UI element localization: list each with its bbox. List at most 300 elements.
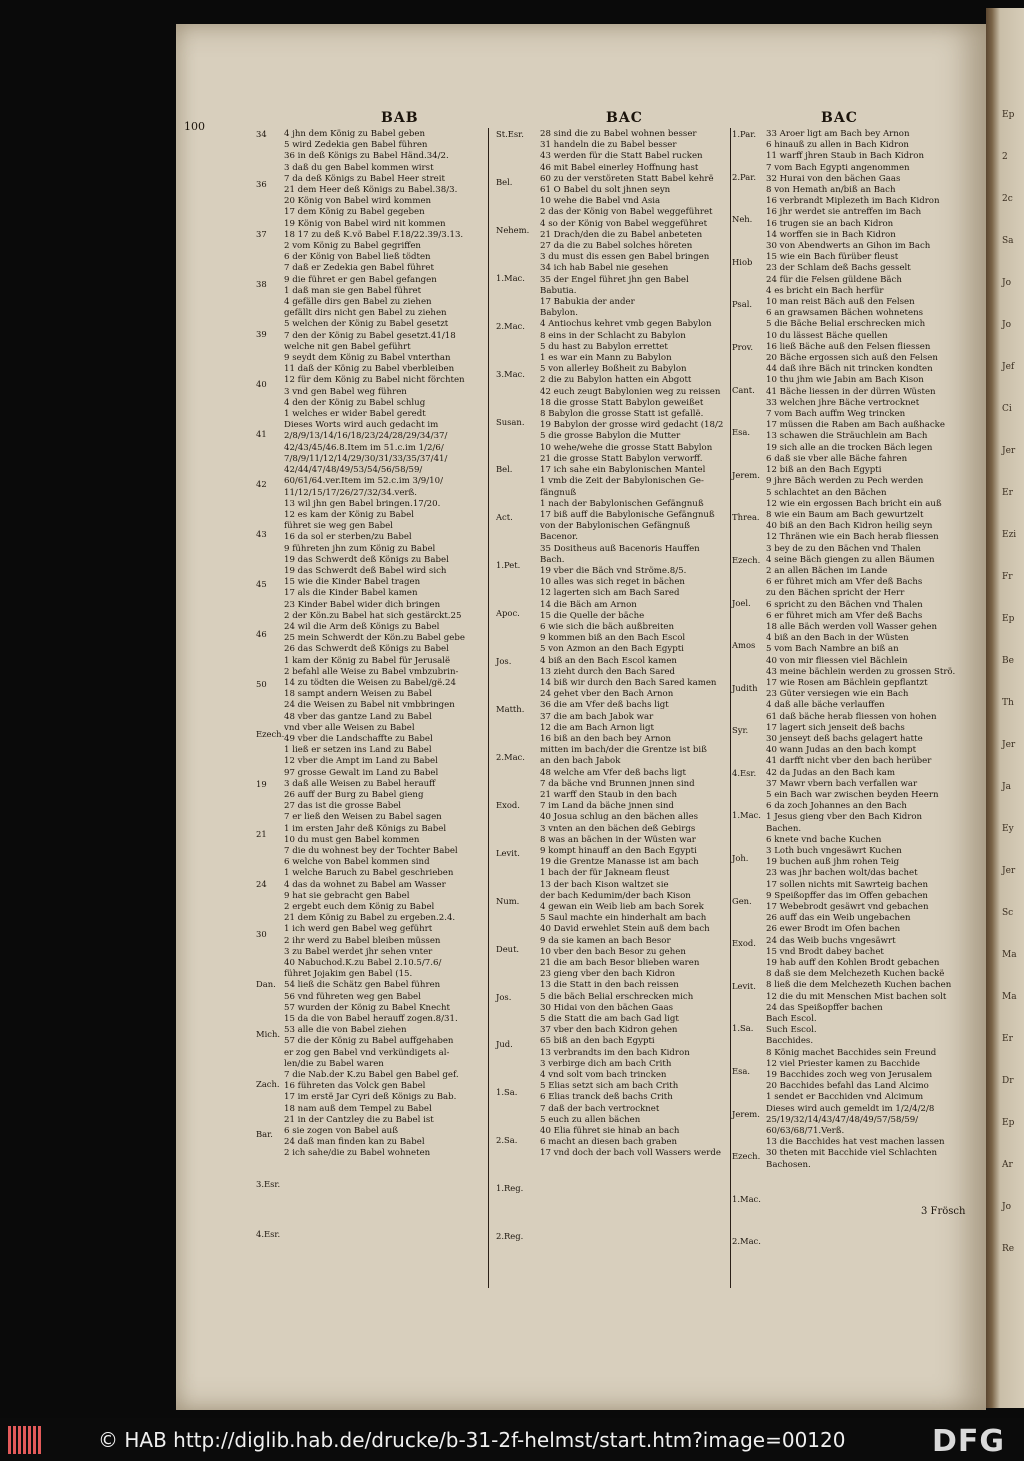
index-entry: 34 ich hab Babel nie gesehen <box>540 263 669 274</box>
book-reference-label: Gen. <box>732 896 752 906</box>
book-reference-label: 38 <box>256 279 267 289</box>
adjacent-page-fragment: Ep <box>1002 110 1015 120</box>
index-entry: 40 von mir fliessen viel Bächlein <box>766 655 908 666</box>
index-entry: 49 vber die Landschaffte zu Babel <box>284 733 433 744</box>
book-reference-label: 19 <box>256 779 267 789</box>
book-reference-label: Mich. <box>256 1029 281 1039</box>
adjacent-page-fragment: Er <box>1002 488 1013 498</box>
index-entry: 5 ein Bach war zwischen beyden Heern <box>766 789 939 800</box>
index-entry: 60/63/68/71.Verß. <box>766 1126 845 1137</box>
index-entry: vnd vber alle Weisen zu Babel <box>284 722 415 733</box>
index-entry: 8 von Hemath an/biß an Bach <box>766 185 896 196</box>
index-entry: 12 für dem König zu Babel nicht förchten <box>284 375 465 386</box>
index-entry: 4 biß an den Bach in der Wüsten <box>766 633 909 644</box>
adjacent-page-fragment: Ey <box>1002 824 1014 834</box>
index-entry: 21 warff den Staub in den bach <box>540 789 678 800</box>
index-entry: 4 so der König von Babel weggeführet <box>540 218 708 229</box>
index-entry: 57 wurden der König zu Babel Knecht <box>284 1002 450 1013</box>
index-entry: 21 die grosse Statt Babylon verworff. <box>540 453 703 464</box>
index-entry: 10 alles was sich reget in bächen <box>540 577 685 588</box>
index-entry: 2 das der König von Babel weggeführet <box>540 207 713 218</box>
adjacent-page-fragment: 2c <box>1002 194 1013 204</box>
index-entry: 40 Josua schlug an den bächen alles <box>540 812 699 823</box>
adjacent-page-fragment: Ja <box>1002 782 1011 792</box>
adjacent-page-fragment: Er <box>1002 1034 1013 1044</box>
index-entry: 32 Hurai von den bächen Gaas <box>766 173 901 184</box>
index-entry: 26 auff das ein Weib ungebachen <box>766 913 911 924</box>
index-entry: 17 biß auff die Babylonische Gefängnuß <box>540 509 715 520</box>
index-entry: 6 knete vnd bache Kuchen <box>766 834 882 845</box>
index-entry: 8 eins in der Schlacht zu Babylon <box>540 330 686 341</box>
index-entry: 3 verbirge dich am bach Crith <box>540 1058 672 1069</box>
book-reference-label: 1.Mac. <box>732 810 761 820</box>
index-entry: 40 wann Judas an den bach kompt <box>766 745 917 756</box>
book-reference-label: Apoc. <box>496 608 520 618</box>
index-entry: 10 thu jhm wie Jabin am Bach Kison <box>766 375 924 386</box>
index-entry: Bacchides. <box>766 1036 814 1047</box>
index-entry: 5 welchen der König zu Babel gesetzt <box>284 319 449 330</box>
index-entry: Babutia. <box>540 285 577 296</box>
book-reference-label: Dan. <box>256 979 276 989</box>
index-entry: 46 mit Babel einerley Hoffnung hast <box>540 162 699 173</box>
index-entry: 5 von allerley Boßheit zu Babylon <box>540 364 687 375</box>
index-entry: 48 welche am Vfer deß bachs ligt <box>540 767 686 778</box>
index-entry: 11 daß der König zu Babel vberbleiben <box>284 364 455 375</box>
index-entry: 42/43/45/46.8.Item im 51.c.im 1/2/6/ <box>284 442 444 453</box>
index-entry: 36 in deß Königs zu Babel Händ.34/2. <box>284 151 449 162</box>
index-entry: 30 von Abendwerts an Gihon im Bach <box>766 241 931 252</box>
index-entry: 19 Bacchides zoch weg von Jerusalem <box>766 1070 933 1081</box>
index-entry: 6 Elias tranck deß bachs Crith <box>540 1092 673 1103</box>
book-reference-label: 40 <box>256 379 267 389</box>
index-entry: 48 vber das gantze Land zu Babel <box>284 711 432 722</box>
index-entry: 33 welchen jhre Bäche vertrocknet <box>766 397 920 408</box>
column-rule <box>488 128 489 1288</box>
index-entry: 4 seine Bäch giengen zu allen Bäumen <box>766 554 935 565</box>
book-reference-label: 1.Par. <box>732 129 756 139</box>
index-entry: 6 er führet mich am Vfer deß Bachs <box>766 577 923 588</box>
index-entry: 6 macht an diesen bach graben <box>540 1137 678 1148</box>
adjacent-page-fragment: Sc <box>1002 908 1014 918</box>
index-entry: 37 die am bach Jabok war <box>540 711 654 722</box>
index-entry: 5 wird Zedekia gen Babel führen <box>284 140 428 151</box>
index-entry: 11 warff jhren Staub in Bach Kidron <box>766 151 925 162</box>
book-reference-label: Bel. <box>496 464 513 474</box>
book-reference-label: 45 <box>256 579 267 589</box>
book-labels-middle <box>496 129 536 1289</box>
index-entry: 4 vnd solt vom bach trincken <box>540 1070 667 1081</box>
adjacent-page-fragment: Ci <box>1002 404 1012 414</box>
index-entry: 3 vnten an den bächen deß Gebirgs <box>540 823 696 834</box>
adjacent-page-fragment: Ep <box>1002 1118 1015 1128</box>
index-entry: führet sie weg gen Babel <box>284 521 393 532</box>
index-entry: 2 ich sahe/die zu Babel wohneten <box>284 1148 431 1159</box>
index-entry: 6 spricht zu den Bächen vnd Thalen <box>766 599 923 610</box>
index-entry: Bachen. <box>766 823 802 834</box>
index-entry: 24 gehet vber den Bach Arnon <box>540 689 674 700</box>
index-entry: 16 jhr werdet sie antreffen im Bach <box>766 207 922 218</box>
index-column-2 <box>540 129 726 1289</box>
index-entry: 10 du lässest Bäche quellen <box>766 330 888 341</box>
index-entry: 9 führeten jhn zum König zu Babel <box>284 543 436 554</box>
index-entry: 3 daß alle Weisen zu Babel herauff <box>284 778 436 789</box>
book-reference-label: 1.Sa. <box>496 1087 518 1097</box>
index-entry: 20 Bäche ergossen sich auß den Felsen <box>766 353 938 364</box>
index-entry: 9 seydt dem König zu Babel vnterthan <box>284 353 451 364</box>
index-entry: Such Escol. <box>766 1025 817 1036</box>
book-reference-label: 39 <box>256 329 267 339</box>
index-entry: 5 die Bäche Belial erschrecken mich <box>766 319 926 330</box>
index-entry: 16 trugen sie an bach Kidron <box>766 218 894 229</box>
index-entry: 30 Hidai von den bächen Gaas <box>540 1002 674 1013</box>
book-reference-label: Cant. <box>732 385 755 395</box>
index-entry: 40 biß an den Bach Kidron heilig seyn <box>766 521 933 532</box>
index-entry: 19 die Grentze Manasse ist am bach <box>540 857 699 868</box>
index-entry: 15 wie die Kinder Babel tragen <box>284 577 421 588</box>
index-entry: 20 König von Babel wird kommen <box>284 196 432 207</box>
index-entry: 4 biß an den Bach Escol kamen <box>540 655 677 666</box>
book-reference-label: Judith <box>732 683 758 693</box>
index-entry: 18 nam auß dem Tempel zu Babel <box>284 1103 432 1114</box>
index-entry: 6 da zoch Johannes an den Bach <box>766 801 907 812</box>
index-entry: 2 ihr werd zu Babel bleiben müssen <box>284 935 441 946</box>
book-reference-label: 36 <box>256 179 267 189</box>
book-reference-label: Ezech. <box>256 729 285 739</box>
index-entry: 18 die grosse Statt Babylon geweißet <box>540 397 704 408</box>
index-entry: 24 die Weisen zu Babel nit vmbbringen <box>284 700 455 711</box>
index-entry: 16 da sol er sterben/zu Babel <box>284 532 412 543</box>
index-entry: 1 ließ er setzen ins Land zu Babel <box>284 745 432 756</box>
index-entry: Dieses wird auch gemeldt im 1/2/4/2/8 <box>766 1103 935 1114</box>
book-reference-label: 21 <box>256 829 267 839</box>
index-entry: 3 bey de zu den Bächen vnd Thalen <box>766 543 921 554</box>
index-entry: 24 daß man finden kan zu Babel <box>284 1137 425 1148</box>
index-entry: 13 die Bacchides hat vest machen lassen <box>766 1137 945 1148</box>
adjacent-page-fragment: Jer <box>1002 446 1016 456</box>
book-reference-label: 2.Reg. <box>496 1231 524 1241</box>
index-entry: 56 vnd führeten weg gen Babel <box>284 991 421 1002</box>
index-entry: 1 im ersten Jahr deß Königs zu Babel <box>284 823 447 834</box>
index-column-3 <box>766 129 966 1289</box>
index-entry: 17 Babukia der ander <box>540 297 635 308</box>
index-entry: 6 der König von Babel ließ tödten <box>284 252 431 263</box>
index-entry: 26 das Schwerdt deß Königs zu Babel <box>284 644 449 655</box>
book-reference-label: Levit. <box>732 981 756 991</box>
adjacent-page-fragment: Th <box>1002 698 1014 708</box>
index-entry: 21 dem Heer deß Königs zu Babel.38/3. <box>284 185 458 196</box>
index-entry: 7 die Nab.der K.zu Babel gen Babel gef. <box>284 1070 459 1081</box>
index-entry: 17 vnd doch der bach voll Wassers werde <box>540 1148 721 1159</box>
index-entry: 8 ließ die dem Melchezeth Kuchen bachen <box>766 980 952 991</box>
column-header-1: BAB <box>381 110 419 126</box>
index-entry: 3 vnd gen Babel weg führen <box>284 386 407 397</box>
index-entry: 1 welche Baruch zu Babel geschrieben <box>284 868 454 879</box>
index-entry: 31 handeln die zu Babel besser <box>540 140 677 151</box>
index-entry: mitten im bach/der die Grentze ist biß <box>540 745 707 756</box>
index-entry: 19 das Schwerdt deß Königs zu Babel <box>284 554 449 565</box>
adjacent-page-fragment: Jo <box>1002 1202 1012 1212</box>
index-entry: 13 zieht durch den Bach Sared <box>540 666 676 677</box>
index-entry: Bach. <box>540 554 565 565</box>
index-entry: 21 in der Cantzley die zu Babel ist <box>284 1114 434 1125</box>
index-entry: 5 die grosse Babylon die Mutter <box>540 431 681 442</box>
index-entry: 17 Webebrodt gesäwrt vnd gebachen <box>766 902 929 913</box>
adjacent-page-fragment: Jo <box>1002 278 1012 288</box>
index-entry: 42 euch zeugt Babylonien weg zu reissen <box>540 386 721 397</box>
index-entry: 1 kam der König zu Babel für Jerusalë <box>284 655 451 666</box>
index-entry: 2 der Kön.zu Babel hat sich gestärckt.25 <box>284 610 462 621</box>
book-reference-label: 43 <box>256 529 267 539</box>
book-reference-label: Amos <box>732 640 756 650</box>
index-entry: 12 Thränen wie ein Bach herab fliessen <box>766 532 939 543</box>
index-entry: 23 gieng vber den bach Kidron <box>540 969 676 980</box>
index-entry: 2 die zu Babylon hatten ein Abgott <box>540 375 692 386</box>
index-entry: 7 vom Bach Egypti angenommen <box>766 162 910 173</box>
book-reference-label: Jos. <box>496 656 512 666</box>
adjacent-page-fragment: Sa <box>1002 236 1014 246</box>
book-reference-label: Psal. <box>732 299 753 309</box>
book-page <box>176 24 986 1410</box>
footer-bar <box>0 1418 1024 1461</box>
index-entry: 12 die du mit Menschen Mist bachen solt <box>766 991 947 1002</box>
book-reference-label: Jerem. <box>732 470 760 480</box>
index-entry: der bach Kedumim/der bach Kison <box>540 890 691 901</box>
index-entry: 37 vber den bach Kidron gehen <box>540 1025 678 1036</box>
index-entry: 53 alle die von Babel ziehen <box>284 1025 407 1036</box>
book-reference-label: Exod. <box>496 800 520 810</box>
index-entry: 12 es kam der König zu Babel <box>284 509 414 520</box>
index-entry: 41 Bäche liessen in der dürren Wüsten <box>766 386 936 397</box>
index-entry: 18 sampt andern Weisen zu Babel <box>284 689 432 700</box>
index-entry: 10 du must gen Babel kommen <box>284 834 420 845</box>
hab-barcode-icon <box>8 1426 46 1454</box>
index-entry: 3 daß du gen Babel kommen wirst <box>284 162 434 173</box>
index-entry: 40 Nabuchod.K.zu Babel 2.10.5/7.6/ <box>284 958 442 969</box>
book-reference-label: 30 <box>256 929 267 939</box>
adjacent-page-fragment: Jo <box>1002 320 1012 330</box>
index-entry: 12 viel Priester kamen zu Bacchide <box>766 1058 920 1069</box>
book-reference-label: Esa. <box>732 1066 751 1076</box>
column-rule <box>730 128 731 1288</box>
book-reference-label: Exod. <box>732 938 756 948</box>
book-reference-label: Susan. <box>496 417 525 427</box>
index-entry: 14 die Bäch am Arnon <box>540 599 637 610</box>
book-reference-label: Jud. <box>496 1039 513 1049</box>
source-link[interactable]: © HAB http://diglib.hab.de/drucke/b-31-2f-helmst/start.htm?image=00120 <box>98 1428 846 1452</box>
index-entry: 1 es war ein Mann zu Babylon <box>540 353 672 364</box>
index-entry: 7 die du wohnest bey der Tochter Babel <box>284 846 458 856</box>
index-entry: 17 lagert sich jenseit deß bachs <box>766 722 905 733</box>
index-entry: er zog gen Babel vnd verkündigets al- <box>284 1047 450 1058</box>
adjacent-page-fragment: Ma <box>1002 950 1017 960</box>
index-entry: 4 es bricht ein Bach herfür <box>766 285 884 296</box>
index-entry: 15 vnd Brodt dabey bachet <box>766 946 884 957</box>
index-entry: 4 jhn dem König zu Babel geben <box>284 129 426 139</box>
index-entry: 5 von Azmon an den Bach Egypti <box>540 644 684 655</box>
index-entry: 10 wehe/wehe die grosse Statt Babylon <box>540 442 713 453</box>
index-entry: 9 hat sie gebracht gen Babel <box>284 890 410 901</box>
index-entry: 7 vom Bach auffm Weg trincken <box>766 409 906 420</box>
index-entry: 28 sind die zu Babel wohnen besser <box>540 129 697 139</box>
book-reference-label: Joel. <box>732 598 751 608</box>
index-entry: 24 das Speißopffer bachen <box>766 1002 883 1013</box>
book-reference-label: 1.Pet. <box>496 560 521 570</box>
book-reference-label: Esa. <box>732 427 751 437</box>
book-reference-label: Neh. <box>732 214 753 224</box>
index-entry: 4 gewan ein Weib lieb am bach Sorek <box>540 902 704 913</box>
index-entry: 5 euch zu allen bächen <box>540 1114 641 1125</box>
index-entry: an den bach Jabok <box>540 756 621 767</box>
index-entry: Bacenor. <box>540 532 578 543</box>
index-entry: 97 grosse Gewalt im Land zu Babel <box>284 767 439 778</box>
adjacent-page-fragment: Jer <box>1002 866 1016 876</box>
adjacent-page-fragment: Jer <box>1002 740 1016 750</box>
index-entry: 7 daß der bach vertrocknet <box>540 1103 660 1114</box>
index-entry: 13 der bach Kison waltzet sie <box>540 879 669 890</box>
book-reference-label: 37 <box>256 229 267 239</box>
index-entry: 2 ergebt euch dem König zu Babel <box>284 902 435 913</box>
index-entry: 7 daß er Zedekia gen Babel führet <box>284 263 434 274</box>
catchword: 3 Frösch <box>921 1206 966 1217</box>
index-entry: 37 Mawr vbern bach verfallen war <box>766 778 918 789</box>
index-entry: 2/8/9/13/14/16/18/23/24/28/29/34/37/ <box>284 431 448 442</box>
index-entry: 5 du hast zu Babylon errettet <box>540 341 668 352</box>
index-entry: 25/19/32/14/43/47/48/49/57/58/59/ <box>766 1114 919 1125</box>
adjacent-page-fragment: Be <box>1002 656 1014 666</box>
book-reference-label: 1.Reg. <box>496 1183 524 1193</box>
book-reference-label: 1.Sa. <box>732 1023 754 1033</box>
index-entry: Dieses Worts wird auch gedacht im <box>284 420 439 431</box>
index-entry: 6 an grawsamen Bächen wohnetens <box>766 308 924 319</box>
index-entry: 8 daß sie dem Melchezeth Kuchen backë <box>766 969 945 980</box>
index-entry: 26 ewer Brodt im Ofen bachen <box>766 924 901 935</box>
index-entry: 61 O Babel du solt jhnen seyn <box>540 185 671 196</box>
index-entry: 7 den der König zu Babel gesetzt.41/18 <box>284 330 456 341</box>
index-entry: 60 zu der verstöreten Statt Babel kehrë <box>540 173 714 184</box>
index-entry: 19 König von Babel wird nit kommen <box>284 218 446 229</box>
index-entry: 5 die bäch Belial erschrecken mich <box>540 991 694 1002</box>
index-entry: 17 im erstë Jar Cyri deß Königs zu Bab. <box>284 1092 457 1103</box>
index-entry: 7 da deß Königs zu Babel Heer streit <box>284 173 445 184</box>
book-reference-label: 34 <box>256 129 267 139</box>
index-entry: 18 17 zu deß K.vö Babel F.18/22.39/3.13. <box>284 229 464 240</box>
book-reference-label: Deut. <box>496 944 520 954</box>
index-entry: 10 vber den bach Besor zu gehen <box>540 946 686 957</box>
book-reference-label: 3.Esr. <box>256 1179 281 1189</box>
index-entry: 27 da die zu Babel solches höreten <box>540 241 693 252</box>
index-entry: 5 Elias setzt sich am bach Crith <box>540 1081 679 1092</box>
index-entry: 1 ich werd gen Babel weg geführt <box>284 924 433 935</box>
index-entry: 41 darfft nicht vber den bach herüber <box>766 756 932 767</box>
index-entry: 4 gefälle dirs gen Babel zu ziehen <box>284 297 432 308</box>
book-reference-label: 3.Mac. <box>496 369 525 379</box>
index-entry: 4 den der König zu Babel schlug <box>284 397 426 408</box>
index-entry: 3 Loth buch vngesäwrt Kuchen <box>766 846 902 856</box>
index-entry: 42/44/47/48/49/53/54/56/58/59/ <box>284 465 423 476</box>
index-entry: 12 vber die Ampt im Land zu Babel <box>284 756 438 767</box>
index-entry: 1 nach der Babylonischen Gefängnuß <box>540 498 704 509</box>
index-entry: 6 er führet mich am Vfer deß Bachs <box>766 610 923 621</box>
column-header-3: BAC <box>821 110 858 126</box>
index-entry: 5 vom Bach Nambre an biß an <box>766 644 899 655</box>
index-entry: 42 da Judas an den Bach kam <box>766 767 896 778</box>
index-entry: 12 die am Bach Arnon ligt <box>540 722 654 733</box>
adjacent-page-fragment: Jef <box>1002 362 1015 372</box>
index-entry: 6 sie zogen von Babel auß <box>284 1126 398 1137</box>
book-reference-label: Levit. <box>496 848 520 858</box>
index-entry: 16 ließ Bäche auß den Felsen fliessen <box>766 341 931 352</box>
index-entry: 12 biß an den Bach Egypti <box>766 465 882 476</box>
book-reference-label: Nehem. <box>496 225 530 235</box>
adjacent-page-fragment: Re <box>1002 1244 1015 1254</box>
index-entry: 19 hab auff den Kohlen Brodt gebachen <box>766 958 940 969</box>
index-entry: 8 König machet Bacchides sein Freund <box>766 1047 937 1058</box>
index-entry: 1 welches er wider Babel geredt <box>284 409 426 420</box>
index-entry: 6 daß sie vber alle Bäche fahren <box>766 453 908 464</box>
book-reference-label: St.Esr. <box>496 129 524 139</box>
index-entry: 60/61/64.ver.Item im 52.c.im 3/9/10/ <box>284 476 444 487</box>
index-entry: 14 worffen sie in Bach Kidron <box>766 229 896 240</box>
index-entry: zu den Bächen spricht der Herr <box>766 588 905 599</box>
index-entry: 7/8/9/11/12/14/29/30/31/33/35/37/41/ <box>284 453 448 464</box>
index-entry: Bachosen. <box>766 1159 811 1170</box>
index-entry: 21 Drach/den die zu Babel anbeteten <box>540 229 703 240</box>
book-reference-label: Matth. <box>496 704 525 714</box>
index-entry: 7 er ließ den Weisen zu Babel sagen <box>284 812 442 823</box>
index-entry: 40 David erwehlet Stein auß dem bach <box>540 924 710 935</box>
index-entry: 1 sendet er Bacchiden vnd Alcimum <box>766 1092 924 1103</box>
index-entry: Bach Escol. <box>766 1014 817 1025</box>
index-entry: 17 als die Kinder Babel kamen <box>284 588 418 599</box>
index-entry: 4 das da wohnet zu Babel am Wasser <box>284 879 446 890</box>
index-entry: 6 hinauß zu allen in Bach Kidron <box>766 140 909 151</box>
index-entry: 5 schlachtet an den Bächen <box>766 487 887 498</box>
index-entry: 18 alle Bäch werden voll Wasser gehen <box>766 621 937 632</box>
index-entry: 43 meine bächlein werden zu grossen Strö. <box>766 666 956 677</box>
index-entry: 27 das ist die grosse Babel <box>284 801 402 812</box>
index-entry: 19 buchen auß jhm rohen Teig <box>766 857 900 868</box>
index-entry: 17 müssen die Raben am Bach außhacke <box>766 420 945 431</box>
book-reference-label: 50 <box>256 679 267 689</box>
page-number: 100 <box>184 120 205 133</box>
book-reference-label: Jerem. <box>732 1109 760 1119</box>
index-entry: 9 da sie kamen an bach Besor <box>540 935 671 946</box>
index-entry: von der Babylonischen Gefängnuß <box>540 521 690 532</box>
index-entry: 54 ließ die Schätz gen Babel führen <box>284 980 441 991</box>
book-reference-label: Ezech. <box>732 555 761 565</box>
index-entry: 61 daß bäche herab fliessen von hohen <box>766 711 937 722</box>
index-entry: 26 auff der Burg zu Babel gieng <box>284 789 424 800</box>
index-entry: 3 du must dis essen gen Babel bringen <box>540 252 710 263</box>
index-entry: len/die zu Babel waren <box>284 1058 384 1069</box>
index-entry: 23 was jhr bachen wolt/das bachet <box>766 868 918 879</box>
adjacent-page-fragment: Ep <box>1002 614 1015 624</box>
index-entry: 16 biß an den bach bey Arnon <box>540 733 672 744</box>
adjacent-page-fragment: Fr <box>1002 572 1013 582</box>
index-entry: 4 daß alle bäche verlauffen <box>766 700 885 711</box>
index-entry: 1 bach der für Jakneam fleust <box>540 868 670 879</box>
index-entry: 19 sich alle an die trocken Bäch legen <box>766 442 933 453</box>
index-entry: 6 wie sich die bäch außbreiten <box>540 621 675 632</box>
index-entry: 44 daß ihre Bäch nit trincken kondten <box>766 364 933 375</box>
index-entry: 57 die der König zu Babel auffgehaben <box>284 1036 454 1047</box>
index-entry: gefällt dirs nicht gen Babel zu ziehen <box>284 308 447 319</box>
adjacent-page-fragment: 2 <box>1002 152 1008 162</box>
index-entry: 30 theten mit Bacchide viel Schlachten <box>766 1148 937 1159</box>
book-reference-label: Num. <box>496 896 520 906</box>
book-reference-label: 1.Mac. <box>732 1194 761 1204</box>
adjacent-page-fragments <box>986 8 1024 1256</box>
